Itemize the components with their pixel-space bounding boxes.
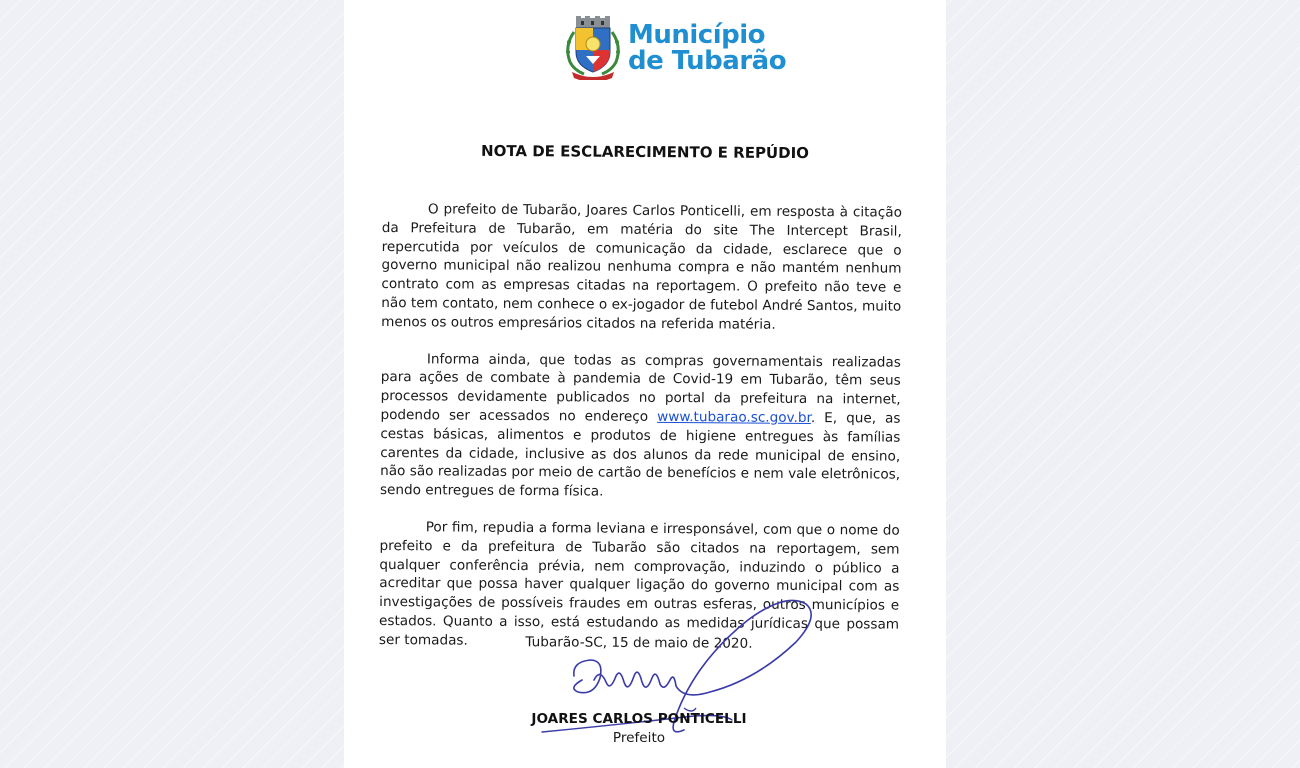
logo-text: [628, 22, 786, 74]
paragraph-2: [380, 350, 901, 504]
paragraph-1: O prefeito de Tubarão, Joares Carlos Ponticelli, em resposta à citação da Prefeitura de Tubarão, em matéria do site The Intercept Brasil, repercutida por veículos de comunicação da cidade, esclarece que o governo municipal não realizou nenhuma compra e não mantém nenhum contrato com as empresas citadas na reportagem. O prefeito não teve e não tem contato, nem conhece o ex-jogador de futebol André Santos, muito menos os outros empresários citados na referida matéria.: [381, 201, 902, 333]
logo-line-1: Município: [628, 20, 766, 50]
logo-line-2: de Tubarão: [628, 46, 787, 76]
paragraph-3: Por fim, repudia a forma leviana e irresponsável, com que o nome do prefeito e da prefeitura de Tubarão são citados na reportagem, sem qualquer conferência prévia, nem comprovação, induzindo o público a acreditar que possa haver qualquer ligação do governo municipal com as investigações de possíveis fraudes em outras esferas, outros municípios e estados. Quanto a isso, está estudando as medidas jurídicas que possam ser tomadas.: [378, 519, 900, 649]
website-link[interactable]: www.tubarao.sc.gov.br: [657, 408, 811, 426]
document-page: [344, 0, 946, 768]
paragraph-2-text-b: . E, que, as cestas básicas, alimentos e produtos de higiene entregues às famílias carentes da cidade, inclusive as dos alunos da rede municipal de ensino, não são realizadas por meio de cartão de benefícios e nem vale eletrônicos, sendo entregues de forma física.: [379, 409, 901, 500]
coat-of-arms-icon: [562, 16, 624, 80]
signer-name: JOARES CARLOS PONTICELLI: [531, 711, 747, 727]
paragraph-2-text-a: Informa ainda, que todas as compras governamentais realizadas para ações de combate à pandemia de Covid-19 em Tubarão, têm seus processos devidamente publicados no portal da prefeitura na internet, podendo ser acessados no endereço: [380, 350, 901, 425]
date-line: Tubarão-SC, 15 de maio de 2020.: [525, 634, 753, 652]
signer-role: Prefeito: [612, 730, 666, 746]
document-title: NOTA DE ESCLARECIMENTO E REPÚDIO: [480, 141, 809, 163]
municipality-logo: [562, 16, 787, 82]
